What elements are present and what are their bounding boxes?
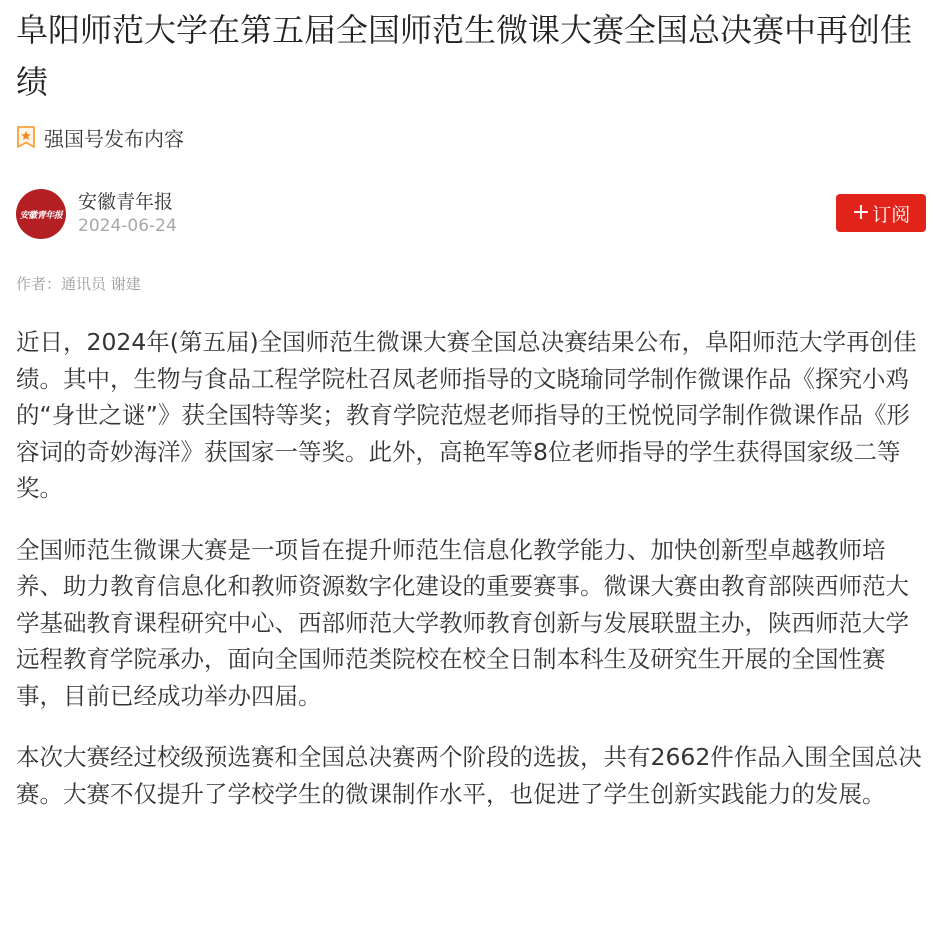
- publisher-name[interactable]: 安徽青年报: [78, 191, 174, 213]
- bookmark-star-icon: [16, 126, 36, 148]
- article-paragraph: 本次大赛经过校级预选赛和全国总决赛两个阶段的选拔，共有2662件作品入围全国总决赛。大赛不仅提升了学校学生的微课制作水平，也促进了学生创新实践能力的发展。: [16, 743, 922, 808]
- publisher-info: [78, 190, 177, 238]
- publisher-avatar[interactable]: [16, 189, 66, 239]
- publisher-row: [16, 188, 926, 240]
- article-paragraph: 近日，2024年(第五届)全国师范生微课大赛全国总决赛结果公布，阜阳师范大学再创佳绩。其中，生物与食品工程学院杜召凤老师指导的文晓瑜同学制作微课作品《探究小鸡的“身世之谜”》获全国特等奖；教育学院范煜老师指导的王悦悦同学制作微课作品《形容词的奇妙海洋》获国家一等奖。此外，高艳军等8位老师指导的学生获得国家级二等奖。: [16, 328, 917, 502]
- publisher-avatar-logo: 安徽青年报: [19, 210, 63, 221]
- source-tag: [16, 124, 926, 150]
- article-title: 阜阳师范大学在第五届全国师范生微课大赛全国总决赛中再创佳绩: [16, 11, 913, 101]
- article-byline: 作者：通讯员 谢建: [16, 275, 141, 293]
- subscribe-button[interactable]: [836, 194, 926, 232]
- subscribe-label: 订阅: [872, 203, 911, 226]
- article-paragraph: 全国师范生微课大赛是一项旨在提升师范生信息化教学能力、加快创新型卓越教师培养、助力教育信息化和教师资源数字化建设的重要赛事。微课大赛由教育部陕西师范大学基础教育课程研究中心、西部师范大学教师教育创新与发展联盟主办，陕西师范大学远程教育学院承办，面向全国师范类院校在校全日制本科生及研究生开展的全国性赛事，目前已经成功举办四届。: [16, 535, 909, 710]
- source-tag-label: 强国号发布内容: [44, 126, 184, 151]
- article-body: [16, 324, 926, 812]
- publish-date: 2024-06-24: [78, 216, 177, 236]
- plus-icon: +: [851, 200, 871, 225]
